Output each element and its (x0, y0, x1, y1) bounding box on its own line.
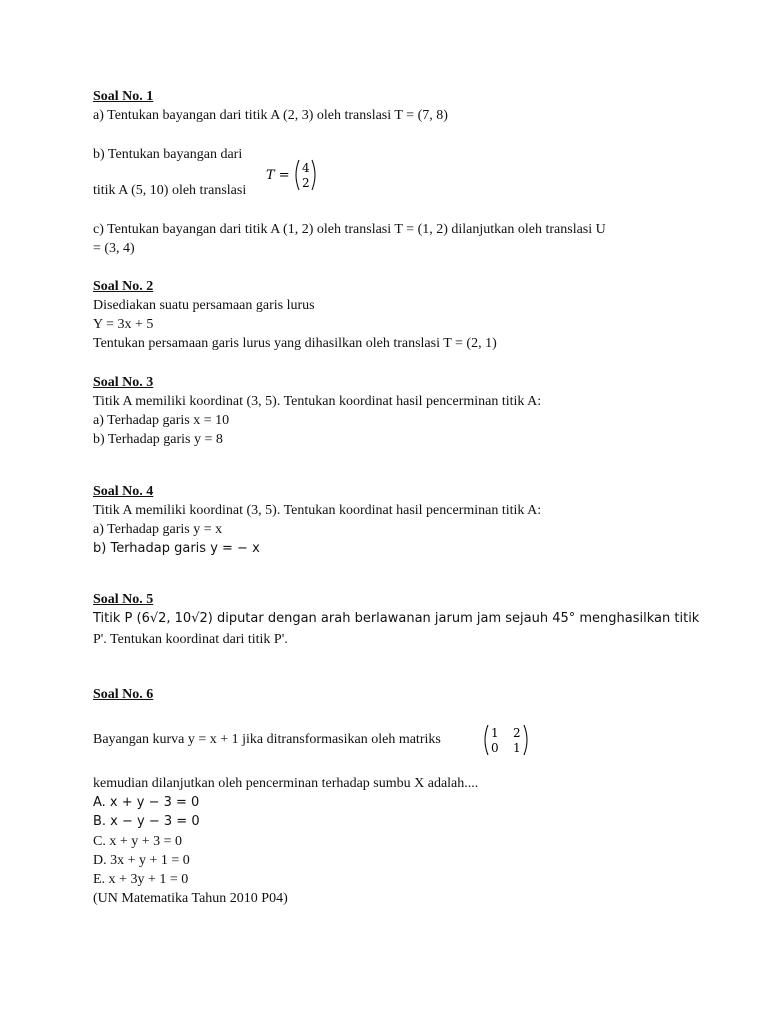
vector-top: 4 (302, 161, 310, 175)
question-3b-text: b) Terhadap garis y = 8 (93, 432, 223, 447)
option-c: C. x + y + 3 = 0 (93, 834, 183, 849)
matrix-cell-12: 2 (513, 726, 521, 740)
option-d: D. 3x + y + 1 = 0 (93, 853, 190, 868)
question-3-heading: Soal No. 3 (93, 375, 154, 390)
option-e: E. x + 3y + 1 = 0 (93, 872, 189, 887)
right-paren (312, 160, 315, 190)
question-2-line-3: Tentukan persamaan garis lurus yang dihasilkan oleh translasi T = (2, 1) (93, 336, 497, 351)
matrix-cell-22: 1 (513, 741, 521, 755)
question-2-heading: Soal No. 2 (93, 279, 154, 294)
question-3-line-1: Titik A memiliki koordinat (3, 5). Tentukan koordinat hasil pencerminan titik A: (93, 394, 542, 409)
question-1a-text: a) Tentukan bayangan dari titik A (2, 3) oleh translasi T = (7, 8) (93, 108, 448, 123)
question-2-line-2: Y = 3x + 5 (93, 317, 154, 332)
vector-label: T = (266, 168, 290, 183)
question-4-line-1: Titik A memiliki koordinat (3, 5). Tentukan koordinat hasil pencerminan titik A: (93, 503, 542, 518)
matrix-cell-21: 0 (491, 741, 499, 755)
question-1b-text: b) Tentukan bayangan dari (93, 147, 243, 162)
question-4b-text: b) Terhadap garis y = − x (93, 541, 260, 556)
question-6-line-1: Bayangan kurva y = x + 1 jika ditransformasikan oleh matriks (93, 732, 441, 747)
question-4-heading: Soal No. 4 (93, 484, 154, 499)
translation-vector-1b (266, 158, 322, 196)
question-5-line-2: P'. Tentukan koordinat dari titik P'. (93, 632, 288, 647)
question-3a-text: a) Terhadap garis x = 10 (93, 413, 230, 428)
option-b: B. x − y − 3 = 0 (93, 814, 200, 829)
question-6-heading: Soal No. 6 (93, 687, 154, 702)
question-1b-text-cont: titik A (5, 10) oleh translasi (93, 183, 247, 198)
question-4a-text: a) Terhadap garis y = x (93, 522, 223, 537)
question-1c-text-cont: = (3, 4) (93, 241, 135, 256)
question-6-line-2: kemudian dilanjutkan oleh pencerminan terhadap sumbu X adalah.... (93, 776, 479, 791)
question-5-heading: Soal No. 5 (93, 592, 154, 607)
transformation-matrix (482, 723, 532, 761)
option-a: A. x + y − 3 = 0 (93, 795, 200, 810)
matrix-left-paren (485, 725, 488, 755)
matrix-cell-11: 1 (491, 726, 499, 740)
question-2-line-1: Disediakan suatu persamaan garis lurus (93, 298, 315, 313)
left-paren (296, 160, 299, 190)
question-1c-text: c) Tentukan bayangan dari titik A (1, 2) oleh translasi T = (1, 2) dilanjutkan oleh translasi U (93, 222, 606, 237)
matrix-right-paren (524, 725, 527, 755)
question-1-heading: Soal No. 1 (93, 89, 154, 104)
vector-bottom: 2 (302, 176, 310, 190)
question-5-line-1: Titik P (6√2, 10√2) diputar dengan arah berlawanan jarum jam sejauh 45° menghasilkan titik (93, 611, 700, 626)
question-6-source: (UN Matematika Tahun 2010 P04) (93, 891, 288, 906)
